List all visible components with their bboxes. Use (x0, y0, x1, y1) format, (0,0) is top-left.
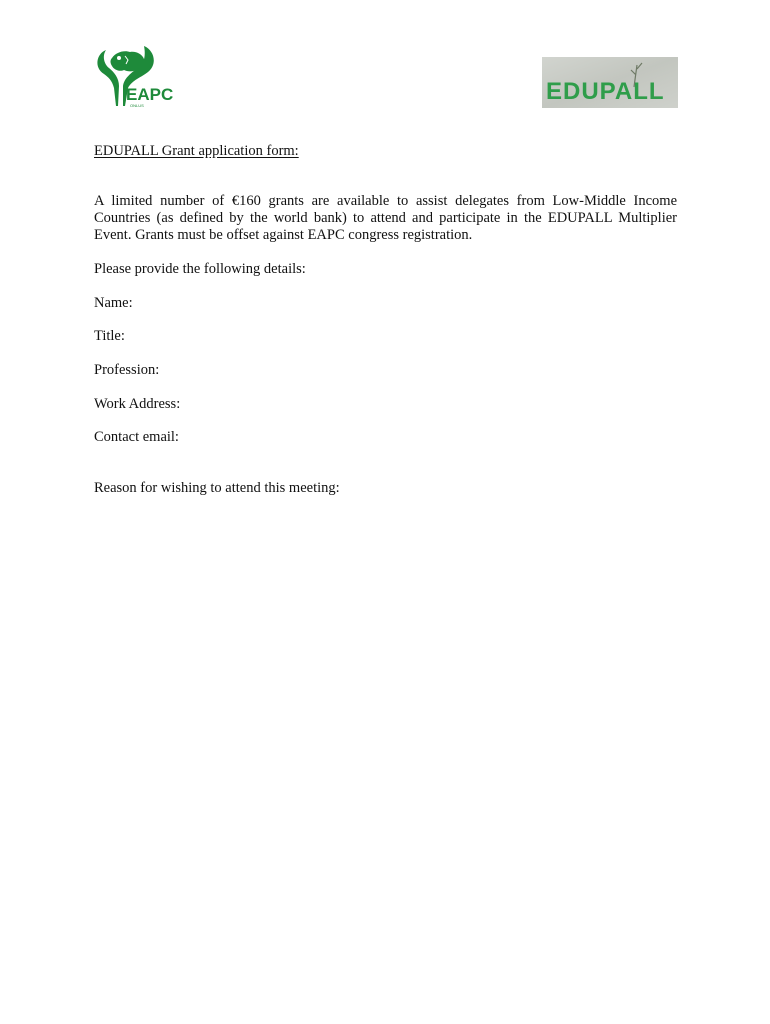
name-field-label: Name: (94, 295, 133, 311)
svg-text:EAPC: EAPC (126, 85, 174, 104)
form-heading: EDUPALL Grant application form: (94, 143, 299, 159)
svg-text:EDUPALL: EDUPALL (546, 78, 665, 105)
details-prompt: Please provide the following details: (94, 261, 306, 277)
eapc-logo-graphic (92, 42, 178, 108)
profession-field-label: Profession: (94, 362, 160, 378)
intro-paragraph: A limited number of €160 grants are available to assist delegates from Low-Middle Income Countries (as defined by the world bank) to attend and participate in the EDUPALL Multiplier Event. Grants must be offset against EAPC congress registration. (94, 193, 677, 243)
contact-email-field-label: Contact email: (94, 429, 179, 445)
eapc-logo (92, 42, 178, 108)
edupall-logo-graphic (542, 57, 678, 108)
svg-text:ONLUS: ONLUS (130, 103, 144, 108)
reason-field-label: Reason for wishing to attend this meeting: (94, 480, 340, 496)
title-field-label: Title: (94, 328, 125, 344)
edupall-logo (542, 57, 678, 108)
work-address-field-label: Work Address: (94, 396, 181, 412)
